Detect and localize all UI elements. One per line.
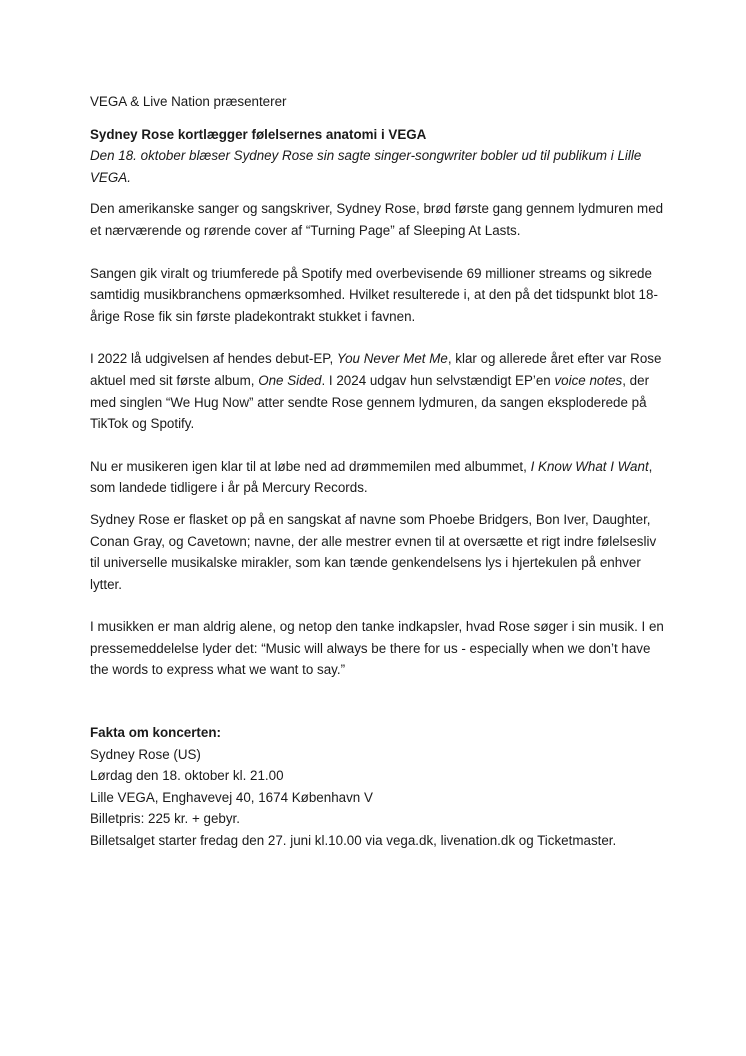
text-span: , som landede tidligere i år på Mercury Records.	[90, 458, 653, 496]
facts-price: Billetpris: 225 kr. + gebyr.	[90, 811, 240, 827]
facts-title: Fakta om koncerten:	[90, 725, 221, 741]
album-title: One Sided	[258, 372, 322, 388]
new-album-title: I Know What I Want	[530, 458, 649, 474]
paragraph-releases	[90, 348, 666, 434]
subheadline: Den 18. oktober blæser Sydney Rose sin sagte singer-songwriter bobler ud til publikum i Lille VEGA.	[90, 148, 642, 185]
ep-title: You Never Met Me	[336, 351, 448, 367]
text-span: . I 2024 udgav hun selvstændigt EP’en	[321, 372, 555, 388]
text-span: I 2022 lå udgivelsen af hendes debut-EP,	[90, 351, 337, 367]
paragraph-quote: I musikken er man aldrig alene, og netop den tanke indkapsler, hvad Rose søger i sin musik. I en pressemeddelelse lyder det: “Music will always be there for us - especially when we don’t have the words to express what we want to say.”	[90, 619, 664, 678]
ep2-title: voice notes	[554, 372, 623, 388]
paragraph-new-album	[90, 456, 666, 499]
facts-section	[90, 722, 666, 852]
text-span: Nu er musikeren igen klar til at løbe ned ad drømmemilen med albummet,	[90, 458, 531, 474]
text-span: , der med singlen “We Hug Now” atter sendte Rose gennem lydmuren, da sangen eksploderede på TikTok og Spotify.	[90, 372, 650, 432]
facts-venue: Lille VEGA, Enghavevej 40, 1674 København V	[90, 789, 373, 805]
facts-artist: Sydney Rose (US)	[90, 746, 201, 762]
presenter-line: VEGA & Live Nation præsenterer	[90, 94, 287, 109]
paragraph-viral: Sangen gik viralt og triumferede på Spotify med overbevisende 69 millioner streams og sikrede samtidig musikbranchens opmærksomhed. Hvilket resulterede i, at den på det tidspunkt blot 18-årige Rose fik sin første pladekontrakt stukket i favnen.	[90, 265, 658, 324]
text-span: , klar og allerede året efter var Rose aktuel med sit første album,	[90, 351, 662, 388]
facts-date: Lørdag den 18. oktober kl. 21.00	[90, 768, 284, 784]
facts-ticket-sale: Billetsalget starter fredag den 27. juni kl.10.00 via vega.dk, livenation.dk og Ticketmaster.	[90, 833, 617, 849]
headline: Sydney Rose kortlægger følelsernes anatomi i VEGA	[90, 126, 427, 142]
paragraph-intro: Den amerikanske sanger og sangskriver, Sydney Rose, brød første gang gennem lydmuren med et nærværende og rørende cover af “Turning Page” af Sleeping At Lasts.	[90, 201, 664, 238]
paragraph-influences: Sydney Rose er flasket op på en sangskat af navne som Phoebe Bridgers, Bon Iver, Daughter, Conan Gray, og Cavetown; navne, der alle mestrer evnen til at oversætte et rigt indre følelsesliv til universelle musikalske mirakler, som kan tænde genkendelsens lys i hjertekulen på enhver lytter.	[90, 511, 657, 592]
